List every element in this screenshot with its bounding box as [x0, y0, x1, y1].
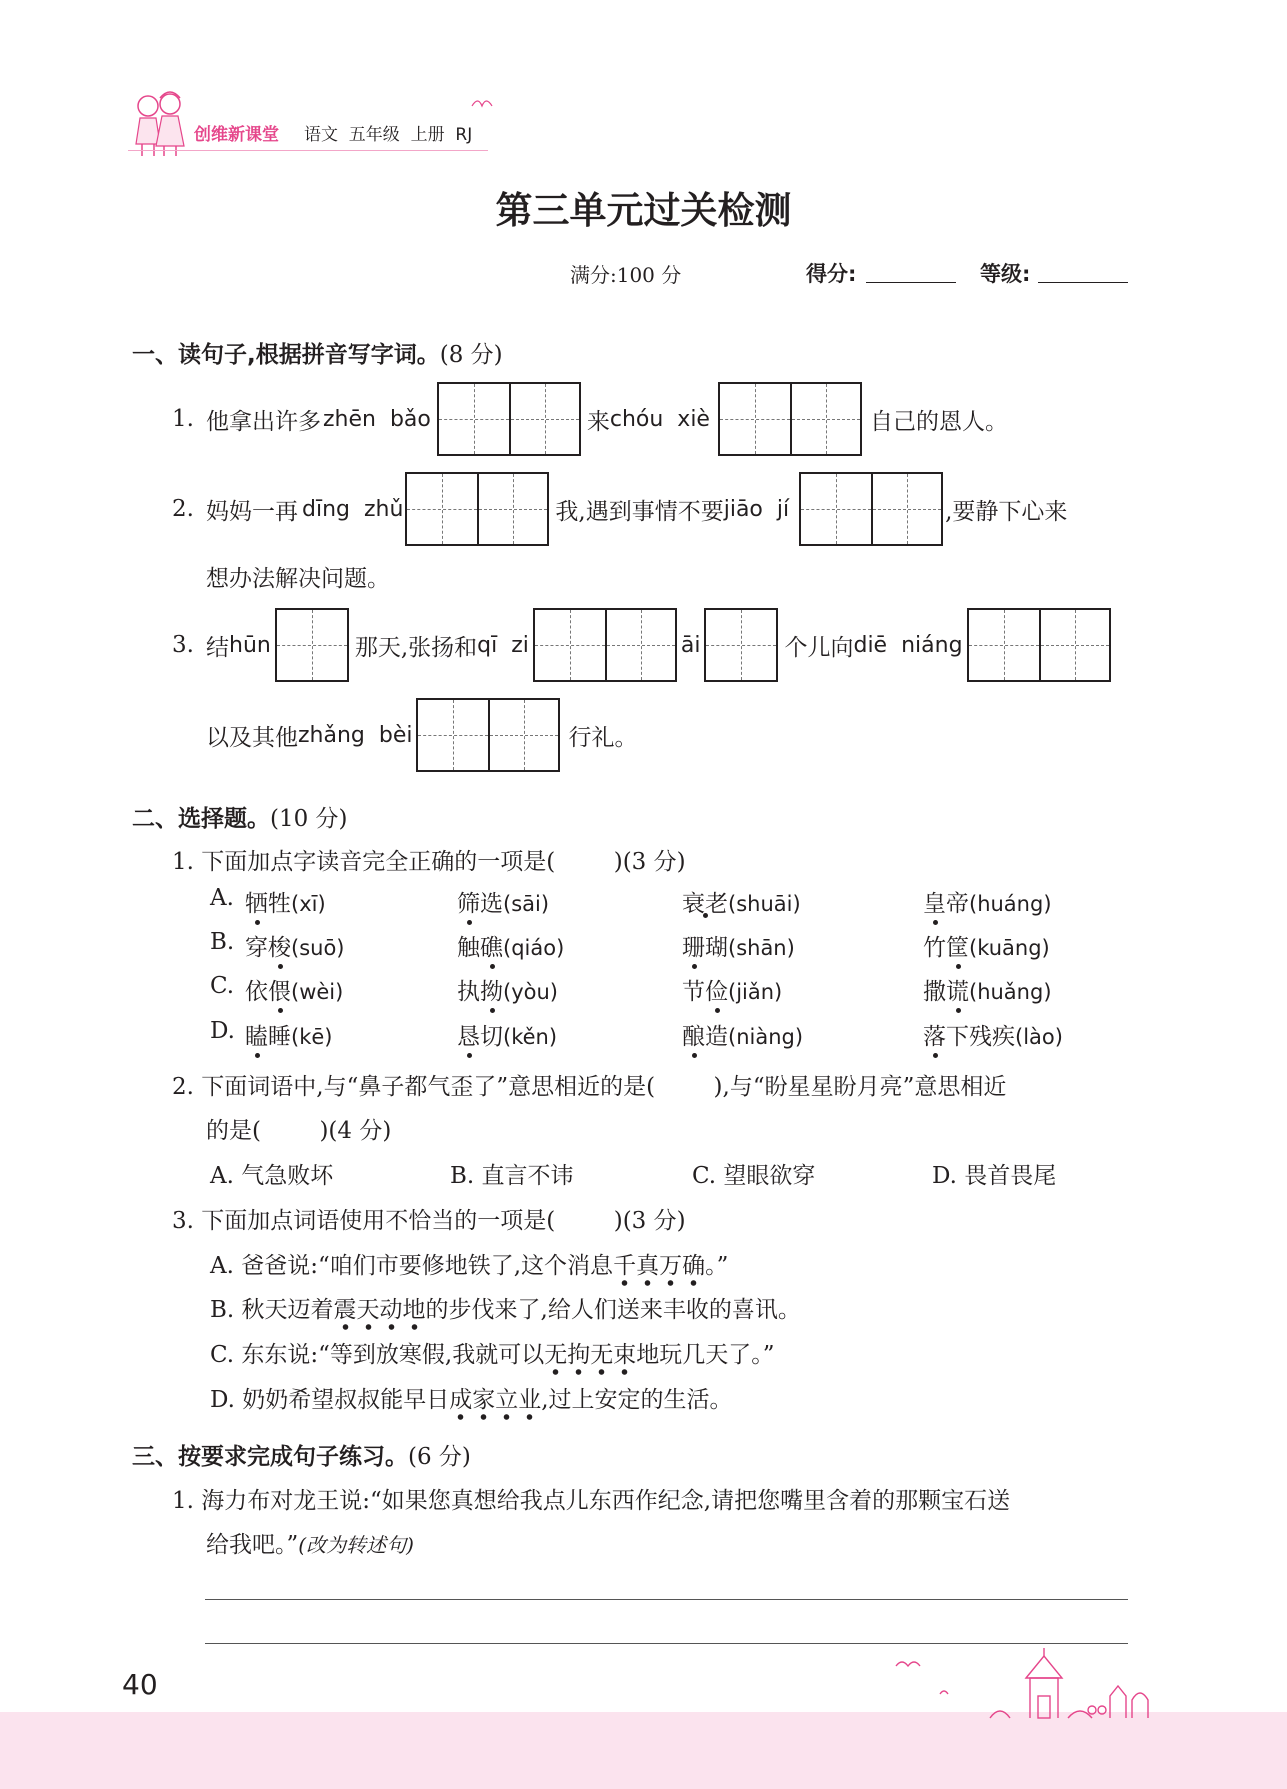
writing-cell[interactable] — [605, 610, 675, 680]
word-part: 切 — [480, 1024, 503, 1050]
writing-cell[interactable] — [706, 610, 776, 680]
option-text-after: 的步伐来了,给人们送来丰收的喜讯。 — [425, 1297, 801, 1323]
option-text-before: B. 秋天迈着 — [210, 1297, 334, 1323]
word-with-pinyin — [245, 973, 343, 1006]
score-blank[interactable] — [866, 282, 956, 283]
section3-heading — [132, 1438, 471, 1471]
idiom-option[interactable] — [210, 1336, 774, 1369]
dotted-character: 瞌 — [245, 1018, 268, 1051]
s1-question-2 — [172, 472, 1067, 546]
s3q1-line-1: 1. 海力布对龙王说:“如果您真想给我点儿东西作纪念,请把您嘴里含着的那颗宝石送 — [172, 1488, 1011, 1514]
castle-decoration-icon — [880, 1648, 1180, 1720]
pinyin-annotation: (qiáo) — [503, 936, 565, 960]
answer-line-1[interactable] — [205, 1599, 1128, 1600]
grade-label: 等级: — [980, 262, 1031, 286]
s1q2-text-1: 妈妈一再 — [206, 498, 298, 525]
s1q3-answer-grid-2[interactable] — [533, 608, 677, 682]
s1q1-answer-grid-1[interactable] — [437, 382, 581, 456]
dotted-character: 恳 — [457, 1018, 480, 1051]
full-marks: 满分:100 分 — [570, 263, 682, 287]
word-part: 衰 — [682, 891, 705, 917]
word-part: 睡 — [268, 1024, 291, 1050]
dotted-character: 谎 — [946, 973, 969, 1006]
s1q3-pinyin-1: hūn — [229, 632, 271, 658]
writing-cell[interactable] — [277, 610, 347, 680]
dotted-character: 拗 — [480, 973, 503, 1006]
answer-line-2[interactable] — [205, 1643, 1128, 1644]
s2q2-stem-line-1: 2. 下面词语中,与“鼻子都气歪了”意思相近的是( ),与“盼星星盼月亮”意思相近 — [172, 1074, 1007, 1100]
s1q3-text-5: 行礼。 — [568, 724, 638, 751]
idiom-option[interactable] — [210, 1381, 733, 1414]
section2-heading — [132, 800, 348, 833]
children-mascot-icon — [128, 88, 188, 158]
word-with-pinyin — [457, 973, 558, 1006]
writing-cell[interactable] — [477, 474, 547, 544]
option-text-before: D. 奶奶希望叔叔能早日 — [210, 1387, 450, 1413]
word-with-pinyin — [682, 973, 782, 1006]
word-part: 穿 — [245, 935, 268, 961]
s1q3-number: 3. — [172, 632, 194, 658]
writing-cell[interactable] — [509, 384, 579, 454]
s2q2-stem-line-2: 的是( )(4 分) — [206, 1118, 392, 1144]
s1q1-text-2: 来 — [586, 408, 610, 435]
s1q3-text-2: 那天,张扬和 — [354, 634, 478, 661]
s1q3-pinyin-5: zhǎng bèi — [298, 722, 413, 748]
dotted-character: 俭 — [705, 973, 728, 1006]
s2q2-option-d[interactable]: D. 畏首畏尾 — [932, 1163, 1057, 1189]
word-with-pinyin — [245, 885, 326, 918]
s1q2-pinyin-2: jiāo jí — [723, 496, 790, 522]
writing-cell[interactable] — [488, 700, 558, 770]
writing-cell[interactable] — [720, 384, 790, 454]
s1q1-number: 1. — [172, 406, 194, 432]
section1-points: (8 分) — [439, 342, 503, 368]
s1q3-text-4: 以及其他 — [206, 724, 298, 751]
word-with-pinyin — [923, 929, 1050, 962]
s1q3-answer-grid-5[interactable] — [416, 698, 560, 772]
dotted-idiom: 震天动地 — [334, 1297, 426, 1331]
word-part: 竹 — [923, 935, 946, 961]
pinyin-annotation: (yòu) — [503, 980, 558, 1004]
dotted-character: 礁 — [480, 929, 503, 962]
header-divider — [128, 150, 488, 151]
option-text-after: 地玩几天了。” — [636, 1342, 775, 1368]
pinyin-annotation: (kuāng) — [969, 936, 1050, 960]
option-text-before: A. 爸爸说:“咱们市要修地铁了,这个消息 — [210, 1253, 614, 1279]
s2q2-option-c[interactable]: C. 望眼欲穿 — [692, 1163, 816, 1189]
s1q3-answer-grid-4[interactable] — [967, 608, 1111, 682]
dotted-character: 落 — [923, 1018, 946, 1051]
word-with-pinyin — [682, 929, 795, 962]
page-number: 40 — [122, 1668, 158, 1701]
pinyin-annotation: (shān) — [728, 936, 795, 960]
pinyin-annotation: (huáng) — [969, 892, 1052, 916]
section3-title: 三、按要求完成句子练习。 — [132, 1444, 408, 1470]
dotted-character: 偎 — [268, 973, 291, 1006]
option-text-after: ,过上安定的生活。 — [541, 1387, 733, 1413]
option-letter[interactable]: C. — [210, 973, 235, 999]
s1q1-answer-grid-2[interactable] — [718, 382, 862, 456]
word-part: 节 — [682, 979, 705, 1005]
writing-cell[interactable] — [407, 474, 477, 544]
writing-cell[interactable] — [418, 700, 488, 770]
s1q3-pinyin-3: āi — [680, 632, 701, 658]
pinyin-annotation: (wèi) — [291, 980, 344, 1004]
pinyin-annotation: (huǎng) — [969, 980, 1052, 1004]
page-title: 第三单元过关检测 — [495, 189, 792, 232]
word-with-pinyin — [457, 885, 549, 918]
word-part: 触 — [457, 935, 480, 961]
s1q1-pinyin-1: zhēn bǎo — [323, 406, 431, 432]
dotted-character: 梭 — [268, 929, 291, 962]
s3q1-line-2 — [206, 1526, 414, 1559]
word-part: 牲 — [268, 891, 291, 917]
pinyin-annotation: (lào) — [1015, 1025, 1063, 1049]
dotted-idiom: 千真万确 — [613, 1253, 705, 1287]
dotted-character: 筛 — [457, 885, 480, 918]
word-with-pinyin — [245, 1018, 332, 1051]
pinyin-annotation: (kěn) — [503, 1025, 558, 1049]
dotted-character: 筐 — [946, 929, 969, 962]
word-part: 瑚 — [705, 935, 728, 961]
pinyin-annotation: (sāi) — [503, 892, 550, 916]
word-with-pinyin — [923, 885, 1052, 918]
s1q2-number: 2. — [172, 496, 194, 522]
word-with-pinyin — [245, 929, 344, 962]
dotted-idiom: 无拘无束 — [544, 1342, 636, 1376]
grade-blank[interactable] — [1038, 282, 1128, 283]
pinyin-annotation: (niàng) — [728, 1025, 804, 1049]
s1q3-answer-grid-1[interactable] — [275, 608, 349, 682]
s3q1-line-2-text: 给我吧。” — [206, 1532, 299, 1558]
word-part: 造 — [705, 1024, 728, 1050]
word-with-pinyin — [923, 973, 1052, 1006]
word-part: 执 — [457, 979, 480, 1005]
word-part: 帝 — [946, 891, 969, 917]
word-with-pinyin — [682, 1018, 803, 1051]
s1q2-pinyin-1: dīng zhǔ — [302, 496, 404, 522]
word-part: 选 — [480, 891, 503, 917]
s1-question-1 — [172, 382, 1008, 456]
section3-points: (6 分) — [408, 1444, 471, 1470]
s1q3-continuation — [206, 698, 637, 772]
option-letter[interactable]: B. — [210, 929, 235, 955]
word-with-pinyin — [457, 929, 564, 962]
option-letter[interactable]: D. — [210, 1018, 235, 1044]
pinyin-annotation: (xī) — [291, 892, 326, 916]
s1q3-text-3: 个儿向 — [784, 634, 854, 661]
word-with-pinyin — [457, 1018, 557, 1051]
word-with-pinyin — [682, 885, 801, 918]
book-info: 语文 五年级 上册 RJ — [304, 125, 473, 145]
s1q1-pinyin-2: chóu xiè — [609, 406, 710, 432]
s1-question-3 — [172, 608, 1111, 682]
word-with-pinyin — [923, 1018, 1063, 1051]
pinyin-annotation: (jiǎn) — [728, 980, 783, 1004]
option-text-before: C. 东东说:“等到放寒假,我就可以 — [210, 1342, 545, 1368]
writing-cell[interactable] — [439, 384, 509, 454]
s2q2-option-a[interactable]: A. 气急败坏 — [210, 1163, 334, 1189]
word-part: 撒 — [923, 979, 946, 1005]
dotted-character: 酿 — [682, 1018, 705, 1051]
writing-cell[interactable] — [1039, 610, 1109, 680]
section1-heading — [132, 336, 503, 369]
writing-cell[interactable] — [535, 610, 605, 680]
section1-title: 一、读句子,根据拼音写字词。 — [132, 342, 440, 368]
s1q3-answer-grid-3[interactable] — [704, 608, 778, 682]
ornament-icon — [468, 92, 498, 112]
s1q2-answer-grid-1[interactable] — [405, 472, 549, 546]
word-part: 老 — [705, 891, 728, 917]
score-label: 得分: — [806, 262, 857, 286]
s1q1-text-1: 他拿出许多 — [206, 408, 321, 435]
s1q1-text-3: 自己的恩人。 — [869, 408, 1008, 435]
s3q1-instruction: (改为转述句) — [298, 1533, 414, 1557]
dotted-idiom: 成家立业 — [449, 1387, 541, 1421]
brand-name: 创维新课堂 — [194, 125, 279, 145]
writing-cell[interactable] — [969, 610, 1039, 680]
s1q2-text-2: 我,遇到事情不要 — [555, 498, 724, 525]
section2-points: (10 分) — [270, 806, 348, 832]
footer-band — [0, 1712, 1287, 1789]
pinyin-annotation: (suō) — [291, 936, 345, 960]
s2q2-option-b[interactable]: B. 直言不讳 — [450, 1163, 574, 1189]
writing-cell[interactable] — [801, 474, 871, 544]
s1q3-text-1: 结 — [206, 634, 229, 661]
idiom-option[interactable] — [210, 1247, 728, 1280]
s2q3-stem: 3. 下面加点词语使用不恰当的一项是( )(3 分) — [172, 1208, 686, 1234]
section2-title: 二、选择题。 — [132, 806, 270, 832]
s1q2-answer-grid-2[interactable] — [799, 472, 943, 546]
dotted-character: 牺 — [245, 885, 268, 918]
s1q3-pinyin-2: qī zi — [477, 632, 529, 658]
dotted-character: 皇 — [923, 885, 946, 918]
s1q2-text-3: ,要静下心来 — [945, 498, 1068, 525]
dotted-character: 珊 — [682, 929, 705, 962]
pinyin-annotation: (kē) — [291, 1025, 333, 1049]
writing-cell[interactable] — [790, 384, 860, 454]
s2q1-stem: 1. 下面加点字读音完全正确的一项是( )(3 分) — [172, 849, 686, 875]
option-letter[interactable]: A. — [210, 885, 234, 911]
header — [128, 88, 508, 158]
idiom-option[interactable] — [210, 1291, 801, 1324]
s1q3-pinyin-4: diē niáng — [853, 632, 963, 658]
writing-cell[interactable] — [871, 474, 941, 544]
word-part: 依 — [245, 979, 268, 1005]
word-part: 下残疾 — [946, 1024, 1015, 1050]
s1q2-continuation: 想办法解决问题。 — [206, 565, 390, 592]
option-text-after: 。” — [705, 1253, 729, 1279]
pinyin-annotation: (shuāi) — [728, 892, 801, 916]
